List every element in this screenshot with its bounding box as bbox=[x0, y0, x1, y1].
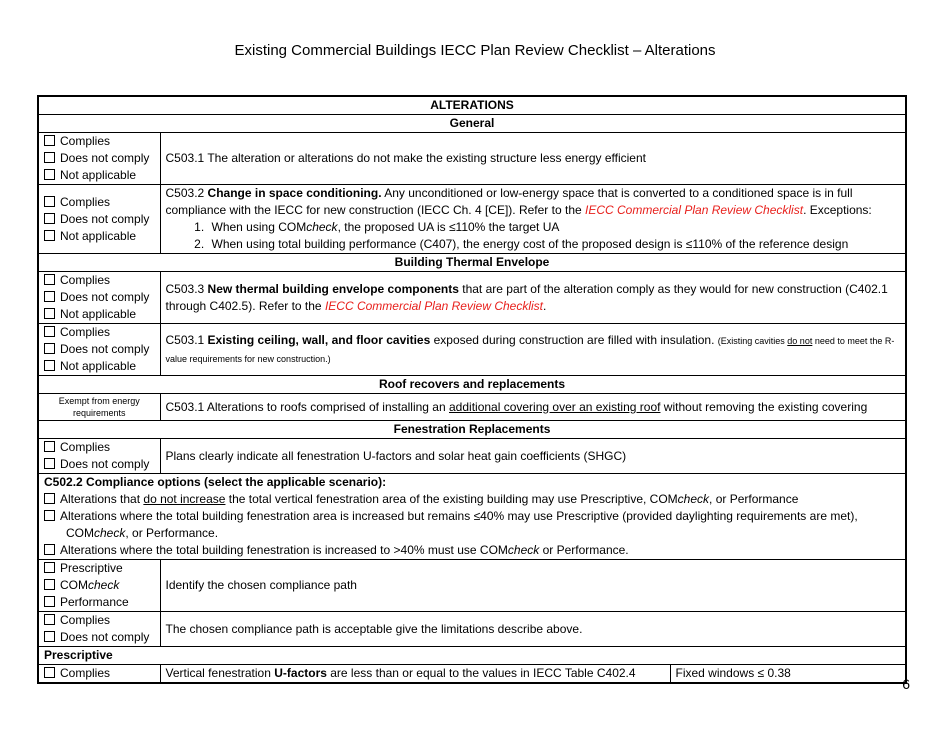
checkbox[interactable] bbox=[44, 326, 55, 337]
complies-option[interactable]: Complies bbox=[44, 272, 155, 289]
comcheck-option[interactable]: COMcheck bbox=[44, 577, 155, 594]
checkbox[interactable] bbox=[44, 135, 55, 146]
checkbox[interactable] bbox=[44, 274, 55, 285]
compliance-options bbox=[38, 185, 160, 254]
table-heading: ALTERATIONS bbox=[38, 96, 906, 115]
not-applicable-option[interactable]: Not applicable bbox=[44, 167, 155, 184]
exceptions-list bbox=[166, 219, 901, 253]
section-general: General bbox=[38, 115, 906, 133]
performance-option[interactable]: Performance bbox=[44, 594, 155, 611]
scenario-option[interactable]: Alterations that do not increase the total vertical fenestration area of the existing building may use Prescriptive, COMcheck, or Performance bbox=[44, 491, 900, 508]
table-row bbox=[38, 394, 906, 421]
table-row bbox=[38, 612, 906, 647]
checkbox[interactable] bbox=[44, 152, 55, 163]
prescriptive-option[interactable]: Prescriptive bbox=[44, 560, 155, 577]
does-not-comply-option[interactable]: Does not comply bbox=[44, 150, 155, 167]
does-not-comply-option[interactable]: Does not comply bbox=[44, 211, 155, 228]
exception-item: 1. When using COMcheck, the proposed UA is ≤110% the target UA bbox=[208, 219, 901, 236]
complies-option[interactable]: Complies bbox=[44, 194, 155, 211]
checkbox[interactable] bbox=[44, 169, 55, 180]
fixed-windows-value: Fixed windows ≤ 0.38 bbox=[670, 665, 906, 684]
does-not-comply-option[interactable]: Does not comply bbox=[44, 629, 155, 646]
requirement-text: Identify the chosen compliance path bbox=[160, 560, 906, 612]
checkbox[interactable] bbox=[44, 544, 55, 555]
document-title: Existing Commercial Buildings IECC Plan Review Checklist – Alterations bbox=[234, 42, 716, 59]
requirement-text: C503.3 New thermal building envelope components that are part of the alteration comply as they would for new construction (C402.1 through C402.5). Refer to the IECC Commercial Plan Review Checklist. bbox=[160, 272, 906, 324]
table-row bbox=[38, 665, 906, 684]
complies-option[interactable]: Complies bbox=[44, 439, 155, 456]
checkbox[interactable] bbox=[44, 196, 55, 207]
requirement-text: The chosen compliance path is acceptable give the limitations describe above. bbox=[160, 612, 906, 647]
checkbox[interactable] bbox=[44, 230, 55, 241]
not-applicable-option[interactable]: Not applicable bbox=[44, 306, 155, 323]
requirement-text: C503.2 Change in space conditioning. Any unconditioned or low-energy space that is converted to a conditioned space is in full compliance with the IECC for new construction (IECC Ch. 4 [CE]). Refer to the IECC Commercial Plan Review Checklist. Exceptions: 1. When using COMcheck, the proposed UA is ≤110% the target UA 2. When using total building performance (C407), the energy cost of the proposed design is ≤110% of the reference design bbox=[160, 185, 906, 254]
requirement-text: Vertical fenestration U-factors are less than or equal to the values in IECC Table C402.4 bbox=[160, 665, 670, 684]
compliance-options-paragraph: C502.2 Compliance options (select the applicable scenario): Alterations that do not increase the total vertical fenestration area of the existing building may use Prescriptive, COMcheck, or Performance Alterations where the total building fenestration area is increased but remains ≤40% may use Prescriptive (provided daylighting requirements are met), COMcheck, or Performance. Alterations where the total building fenestration is increased to >40% must use COMcheck or Performance. bbox=[38, 474, 906, 560]
requirement-text: Plans clearly indicate all fenestration U-factors and solar heat gain coefficients (SHGC) bbox=[160, 439, 906, 474]
requirement-text: C503.1 The alteration or alterations do not make the existing structure less energy efficient bbox=[160, 133, 906, 185]
does-not-comply-option[interactable]: Does not comply bbox=[44, 456, 155, 473]
compliance-options bbox=[38, 665, 160, 684]
table-row bbox=[38, 324, 906, 376]
checkbox[interactable] bbox=[44, 458, 55, 469]
compliance-options-title: C502.2 Compliance options (select the applicable scenario): bbox=[44, 475, 387, 489]
complies-option[interactable]: Complies bbox=[44, 612, 155, 629]
scenario-option[interactable]: Alterations where the total building fenestration area is increased but remains ≤40% may use Prescriptive (provided daylighting requirements are met), bbox=[44, 508, 900, 525]
checkbox[interactable] bbox=[44, 631, 55, 642]
checkbox[interactable] bbox=[44, 291, 55, 302]
does-not-comply-option[interactable]: Does not comply bbox=[44, 289, 155, 306]
compliance-options bbox=[38, 272, 160, 324]
checkbox[interactable] bbox=[44, 360, 55, 371]
exception-item: 2. When using total building performance (C407), the energy cost of the proposed design is ≤110% of the reference design bbox=[208, 236, 901, 253]
checklist-link[interactable]: IECC Commercial Plan Review Checklist bbox=[585, 203, 804, 217]
page-number: 6 bbox=[902, 676, 910, 692]
checkbox[interactable] bbox=[44, 510, 55, 521]
scenario-option[interactable]: Alterations where the total building fenestration is increased to >40% must use COMcheck or Performance. bbox=[44, 542, 900, 559]
section-fenestration: Fenestration Replacements bbox=[38, 421, 906, 439]
section-envelope: Building Thermal Envelope bbox=[38, 254, 906, 272]
requirement-text: C503.1 Alterations to roofs comprised of installing an additional covering over an existing roof without removing the existing covering bbox=[160, 394, 906, 421]
does-not-comply-option[interactable]: Does not comply bbox=[44, 341, 155, 358]
table-row bbox=[38, 185, 906, 254]
checkbox[interactable] bbox=[44, 441, 55, 452]
not-applicable-option[interactable]: Not applicable bbox=[44, 358, 155, 375]
checkbox[interactable] bbox=[44, 493, 55, 504]
exempt-label: Exempt from energy requirements bbox=[38, 394, 160, 421]
checkbox[interactable] bbox=[44, 562, 55, 573]
checkbox[interactable] bbox=[44, 596, 55, 607]
checkbox[interactable] bbox=[44, 343, 55, 354]
checklist-link[interactable]: IECC Commercial Plan Review Checklist bbox=[324, 298, 543, 313]
complies-option[interactable]: Complies bbox=[44, 133, 155, 150]
compliance-options bbox=[38, 612, 160, 647]
checkbox[interactable] bbox=[44, 213, 55, 224]
section-roof: Roof recovers and replacements bbox=[38, 376, 906, 394]
compliance-options bbox=[38, 324, 160, 376]
checkbox[interactable] bbox=[44, 667, 55, 678]
checkbox[interactable] bbox=[44, 308, 55, 319]
requirement-text: C503.1 Existing ceiling, wall, and floor cavities exposed during construction are filled with insulation. (Existing cavities do not need to meet the R-value requirements for new construction.) bbox=[160, 324, 906, 376]
checkbox[interactable] bbox=[44, 579, 55, 590]
checkbox[interactable] bbox=[44, 614, 55, 625]
table-row bbox=[38, 560, 906, 612]
table-row bbox=[38, 272, 906, 324]
section-prescriptive: Prescriptive bbox=[38, 647, 906, 665]
table-row bbox=[38, 439, 906, 474]
path-options bbox=[38, 560, 160, 612]
compliance-options bbox=[38, 439, 160, 474]
not-applicable-option[interactable]: Not applicable bbox=[44, 228, 155, 245]
alterations-checklist-table bbox=[37, 95, 907, 684]
compliance-options bbox=[38, 133, 160, 185]
complies-option[interactable]: Complies bbox=[44, 665, 155, 682]
complies-option[interactable]: Complies bbox=[44, 324, 155, 341]
table-row bbox=[38, 133, 906, 185]
table-row bbox=[38, 474, 906, 560]
